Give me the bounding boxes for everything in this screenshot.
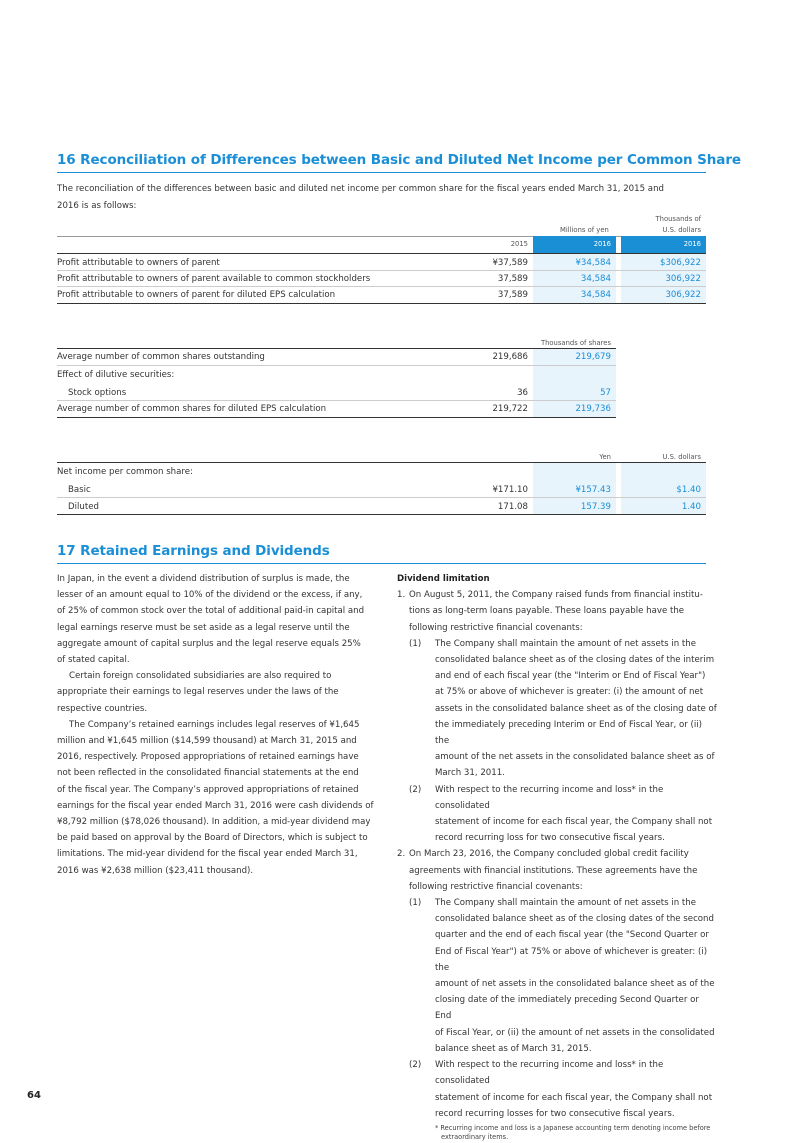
text-line: statement of income for each fiscal year, the Company shall not bbox=[435, 817, 713, 828]
text-line: legal earnings reserve must be set aside as a legal reserve until the bbox=[57, 622, 350, 633]
text-line: not been reflected in the consolidated financial statements at the end bbox=[57, 768, 359, 779]
section-16-intro-line1: The reconciliation of the differences between basic and diluted net income per common share for the fiscal years ended March 31, 2015 and bbox=[57, 184, 664, 194]
unit-thousands-of: Thousands of bbox=[655, 215, 701, 223]
table-row-label: Basic bbox=[68, 485, 91, 495]
list-item bbox=[397, 587, 717, 846]
unit-yen: Yen bbox=[599, 453, 611, 461]
table-cell: 1.40 bbox=[681, 502, 701, 512]
text-line: closing date of the immediately preceding Second Quarter or End bbox=[435, 995, 699, 1022]
header-2015: 2015 bbox=[510, 240, 528, 248]
text-line: aggregate amount of capital surplus and the legal reserve equals 25% bbox=[57, 638, 361, 649]
table-row-label: Net income per common share: bbox=[57, 467, 193, 477]
text-line: * Recurring income and loss is a Japanese accounting term denoting income before bbox=[435, 1123, 711, 1132]
table-row-label: Profit attributable to owners of parent available to common stockholders bbox=[57, 274, 371, 284]
list-number: (1) bbox=[409, 638, 422, 649]
text-line: record recurring losses for two consecutive fiscal years. bbox=[435, 1108, 675, 1119]
text-line: consolidated balance sheet as of the closing dates of the second bbox=[435, 914, 714, 925]
list-number: 2. bbox=[397, 849, 406, 860]
section-16-rule bbox=[57, 172, 706, 173]
text-line: of Fiscal Year, or (ii) the amount of net assets in the consolidated bbox=[435, 1027, 715, 1038]
table-bottom-rule bbox=[57, 514, 706, 515]
text-line: assets in the consolidated balance sheet as of the closing date of bbox=[435, 703, 717, 714]
text-line: 2016, respectively. Proposed appropriations of retained earnings have bbox=[57, 752, 359, 763]
text-line: amount of net assets in the consolidated balance sheet as of the bbox=[435, 979, 715, 990]
table-cell: 219,736 bbox=[575, 404, 611, 414]
table-row-label: Average number of common shares for diluted EPS calculation bbox=[57, 404, 327, 414]
text-line: tions as long-term loans payable. These loans payable have the bbox=[409, 606, 685, 617]
table-cell: 34,584 bbox=[580, 290, 611, 300]
paragraph bbox=[57, 668, 377, 717]
table-bottom-rule bbox=[57, 417, 616, 418]
table-cell: ¥171.10 bbox=[492, 485, 528, 495]
section-17-rule bbox=[57, 563, 706, 564]
row-rule bbox=[57, 400, 616, 401]
text-line: of 25% of common stock over the total of additional paid-in capital and bbox=[57, 606, 365, 617]
text-line: agreements with financial institutions. These agreements have the bbox=[409, 865, 698, 876]
table-cell: 306,922 bbox=[665, 274, 701, 284]
text-line: limitations. The mid-year dividend for the fiscal year ended March 31, bbox=[57, 849, 358, 860]
list-number: (1) bbox=[409, 898, 422, 909]
text-line: record recurring loss for two consecutive fiscal years. bbox=[435, 833, 665, 844]
text-line: The Company shall maintain the amount of net assets in the bbox=[435, 638, 697, 649]
table-cell: ¥37,589 bbox=[492, 258, 528, 268]
text-line: With respect to the recurring income and loss* in the consolidated bbox=[435, 1060, 664, 1087]
text-line: be paid based on approval by the Board of Directors, which is subject to bbox=[57, 833, 368, 844]
text-line: With respect to the recurring income and loss* in the consolidated bbox=[435, 784, 664, 811]
unit-us-dollars: U.S. dollars bbox=[662, 453, 701, 461]
list-number: (2) bbox=[409, 784, 422, 795]
table-cell: 157.39 bbox=[580, 502, 611, 512]
text-line: the immediately preceding Interim or End of Fiscal Year, or (ii) the bbox=[435, 719, 703, 747]
sub-list-item bbox=[409, 636, 717, 782]
list-item-text bbox=[409, 587, 717, 846]
unit-us-dollars: U.S. dollars bbox=[662, 226, 701, 234]
text-line: following restrictive financial covenants: bbox=[409, 622, 583, 633]
row-rule bbox=[57, 497, 706, 498]
text-line: March 31, 2011. bbox=[435, 768, 505, 779]
text-line: Certain foreign consolidated subsidiaries are also required to bbox=[69, 671, 332, 682]
unit-thousands-of-shares: Thousands of shares bbox=[540, 339, 611, 347]
text-line: The Company’s retained earnings includes legal reserves of ¥1,645 bbox=[69, 719, 360, 730]
header-2016-usd: 2016 bbox=[683, 240, 701, 248]
table-row-label: Effect of dilutive securities: bbox=[57, 370, 175, 380]
text-line: End of Fiscal Year") at 75% or above of whichever is greater: (i) the bbox=[435, 946, 708, 973]
list-item-text bbox=[409, 846, 717, 1142]
table-cell: 219,679 bbox=[575, 352, 611, 362]
section-17-title: 17 Retained Earnings and Dividends bbox=[57, 543, 330, 559]
list-number: 1. bbox=[397, 590, 406, 601]
text-line: statement of income for each fiscal year, the Company shall not bbox=[435, 1092, 713, 1103]
text-line: 2016 was ¥2,638 million ($23,411 thousand). bbox=[57, 865, 254, 876]
table-row-label: Profit attributable to owners of parent for diluted EPS calculation bbox=[57, 290, 336, 300]
text-line: respective countries. bbox=[57, 703, 148, 714]
table-cell: $306,922 bbox=[659, 258, 701, 268]
row-rule bbox=[57, 270, 706, 271]
text-line: and end of each fiscal year (the "Interim or End of Fiscal Year") bbox=[435, 671, 706, 682]
table-cell: 34,584 bbox=[580, 274, 611, 284]
table-row-label: Average number of common shares outstanding bbox=[57, 352, 265, 362]
sub-list-item bbox=[409, 782, 717, 847]
row-rule bbox=[57, 365, 616, 366]
text-line: lesser of an amount equal to 10% of the dividend or the excess, if any, bbox=[57, 590, 363, 601]
table-row-label: Profit attributable to owners of parent bbox=[57, 258, 220, 268]
text-line: quarter and the end of each fiscal year (the "Second Quarter or bbox=[435, 930, 709, 941]
text-line: balance sheet as of March 31, 2015. bbox=[435, 1043, 592, 1054]
dividend-limitation-heading: Dividend limitation bbox=[397, 574, 490, 584]
table-bottom-rule bbox=[57, 303, 706, 304]
text-line: earnings for the fiscal year ended March 31, 2016 were cash dividends of bbox=[57, 800, 374, 811]
section-16-title: 16 Reconciliation of Differences between Basic and Diluted Net Income per Common Share bbox=[57, 152, 741, 168]
table-cell: 219,686 bbox=[492, 352, 528, 362]
table-cell: 219,722 bbox=[492, 404, 528, 414]
text-line: appropriate their earnings to legal reserves under the laws of the bbox=[57, 687, 339, 698]
text-line: at 75% or above of whichever is greater: (i) the amount of net bbox=[435, 687, 704, 698]
unit-millions-of-yen: Millions of yen bbox=[560, 226, 609, 234]
table-cell: 37,589 bbox=[497, 290, 528, 300]
text-line: On March 23, 2016, the Company concluded global credit facility bbox=[409, 849, 689, 860]
table-cell: $1.40 bbox=[676, 485, 701, 495]
table-cell: 306,922 bbox=[665, 290, 701, 300]
list-item bbox=[397, 846, 717, 1142]
text-line: of stated capital. bbox=[57, 655, 130, 666]
text-line: of the fiscal year. The Company’s approved appropriations of retained bbox=[57, 784, 359, 795]
text-line: amount of the net assets in the consolidated balance sheet as of bbox=[435, 752, 715, 763]
paragraph bbox=[57, 717, 377, 879]
text-line: following restrictive financial covenants: bbox=[409, 881, 583, 892]
text-line: million and ¥1,645 million ($14,599 thousand) at March 31, 2015 and bbox=[57, 736, 357, 747]
page-number: 64 bbox=[27, 1090, 41, 1101]
text-line: On August 5, 2011, the Company raised funds from financial institu- bbox=[409, 590, 703, 601]
table-cell: 57 bbox=[600, 388, 611, 398]
sub-list-item bbox=[409, 895, 717, 1057]
table-row-label: Stock options bbox=[68, 388, 127, 398]
sub-list-item bbox=[409, 1057, 717, 1143]
table-cell: 37,589 bbox=[497, 274, 528, 284]
text-line: In Japan, in the event a dividend distribution of surplus is made, the bbox=[57, 574, 350, 584]
row-rule bbox=[57, 286, 706, 287]
table-cell: 171.08 bbox=[497, 502, 528, 512]
text-line: consolidated balance sheet as of the closing dates of the interim bbox=[435, 655, 715, 666]
section-17-right-column bbox=[397, 571, 717, 1143]
footnote bbox=[435, 1124, 717, 1143]
list-number: (2) bbox=[409, 1060, 422, 1071]
section-16-intro-line2: 2016 is as follows: bbox=[57, 201, 137, 211]
table-cell: ¥34,584 bbox=[575, 258, 611, 268]
text-line: ¥8,792 million ($78,026 thousand). In addition, a mid-year dividend may bbox=[57, 817, 371, 828]
table-cell: ¥157.43 bbox=[575, 485, 611, 495]
header-2016-yen: 2016 bbox=[593, 240, 611, 248]
paragraph bbox=[57, 571, 377, 668]
text-line: The Company shall maintain the amount of net assets in the bbox=[435, 898, 697, 909]
text-line: extraordinary items. bbox=[441, 1133, 509, 1142]
section-17-left-column bbox=[57, 571, 377, 879]
table-row-label: Diluted bbox=[68, 502, 99, 512]
table-cell: 36 bbox=[517, 388, 528, 398]
